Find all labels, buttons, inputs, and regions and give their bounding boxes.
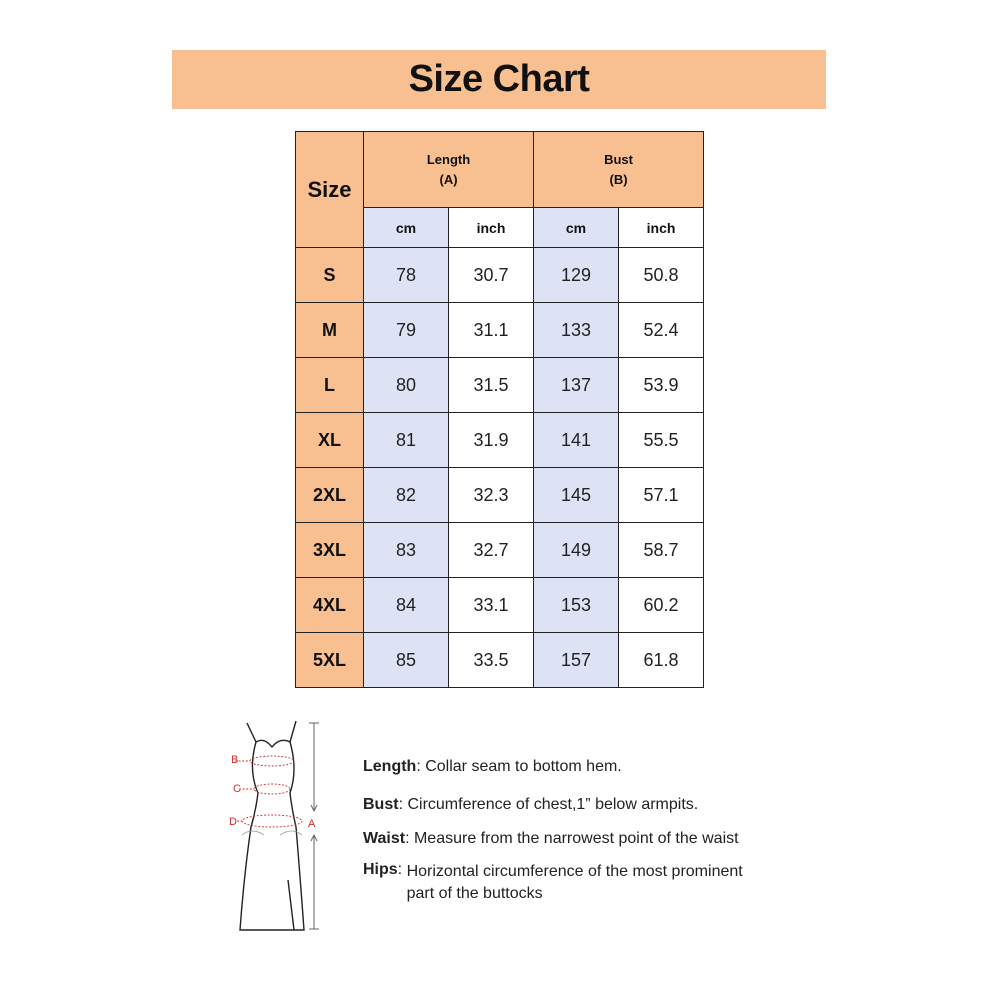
legend-desc-hips: Horizontal circumference of the most prominent part of the buttocks xyxy=(406,863,743,902)
marker-a-label: A xyxy=(308,818,316,830)
length-inch-value: 33.5 xyxy=(449,633,534,688)
table-row xyxy=(296,633,704,688)
legend-term-bust: Bust xyxy=(363,796,399,813)
bust-cm-value: 141 xyxy=(534,413,619,468)
length-group-header xyxy=(364,132,534,208)
size-label: S xyxy=(296,248,364,303)
legend-hips xyxy=(363,861,757,905)
bust-inch-value: 57.1 xyxy=(619,468,704,523)
unit-header-length-inch: inch xyxy=(449,208,534,248)
length-cm-value: 79 xyxy=(364,303,449,358)
legend-bust xyxy=(363,796,698,814)
bust-inch-value: 61.8 xyxy=(619,633,704,688)
legend-waist xyxy=(363,830,739,848)
marker-b-label: B xyxy=(231,754,239,766)
legend-desc-length: : Collar seam to bottom hem. xyxy=(416,758,622,775)
bust-cm-value: 137 xyxy=(534,358,619,413)
legend-term-length: Length xyxy=(363,758,417,775)
bust-inch-value: 50.8 xyxy=(619,248,704,303)
page-title: Size Chart xyxy=(408,58,590,100)
bust-cm-value: 133 xyxy=(534,303,619,358)
size-label: XL xyxy=(296,413,364,468)
size-label: M xyxy=(296,303,364,358)
measurement-lines xyxy=(235,756,302,827)
size-label: L xyxy=(296,358,364,413)
marker-d-label: D xyxy=(229,816,237,828)
size-label: 4XL xyxy=(296,578,364,633)
length-inch-value: 33.1 xyxy=(449,578,534,633)
length-inch-value: 32.7 xyxy=(449,523,534,578)
legend-term-hips: Hips xyxy=(363,861,398,878)
dress-outline xyxy=(240,721,304,930)
marker-c-label: C xyxy=(233,783,241,795)
size-label: 3XL xyxy=(296,523,364,578)
size-label: 5XL xyxy=(296,633,364,688)
length-cm-value: 83 xyxy=(364,523,449,578)
bust-inch-value: 58.7 xyxy=(619,523,704,578)
length-inch-value: 31.5 xyxy=(449,358,534,413)
length-cm-value: 84 xyxy=(364,578,449,633)
legend-desc-bust: : Circumference of chest,1” below armpits. xyxy=(398,796,699,813)
bust-inch-value: 52.4 xyxy=(619,303,704,358)
bust-cm-value: 149 xyxy=(534,523,619,578)
table-row xyxy=(296,413,704,468)
table-row xyxy=(296,578,704,633)
bust-cm-value: 129 xyxy=(534,248,619,303)
legend-term-waist: Waist xyxy=(363,830,406,847)
table-row xyxy=(296,468,704,523)
bust-cm-value: 153 xyxy=(534,578,619,633)
bust-header-name: Bust xyxy=(604,151,633,167)
bust-cm-value: 145 xyxy=(534,468,619,523)
length-cm-value: 85 xyxy=(364,633,449,688)
unit-header-length-cm: cm xyxy=(364,208,449,248)
length-cm-value: 78 xyxy=(364,248,449,303)
bust-inch-value: 60.2 xyxy=(619,578,704,633)
size-label: 2XL xyxy=(296,468,364,523)
table-row xyxy=(296,248,704,303)
title-banner xyxy=(172,50,826,109)
length-inch-value: 32.3 xyxy=(449,468,534,523)
length-header-name: Length xyxy=(426,151,471,167)
length-inch-value: 31.1 xyxy=(449,303,534,358)
length-header-code: (A) xyxy=(439,171,458,187)
table-row xyxy=(296,303,704,358)
size-table xyxy=(295,131,704,688)
dress-measurement-diagram xyxy=(222,715,334,940)
length-inch-value: 30.7 xyxy=(449,248,534,303)
legend-length xyxy=(363,758,622,776)
bust-inch-value: 53.9 xyxy=(619,358,704,413)
size-column-header: Size xyxy=(296,132,364,248)
unit-header-bust-cm: cm xyxy=(534,208,619,248)
legend-desc-hips-sep: : xyxy=(397,861,407,878)
table-row xyxy=(296,358,704,413)
bust-inch-value: 55.5 xyxy=(619,413,704,468)
bust-cm-value: 157 xyxy=(534,633,619,688)
unit-header-bust-inch: inch xyxy=(619,208,704,248)
legend-desc-waist: : Measure from the narrowest point of the waist xyxy=(405,830,739,847)
bust-header-code: (B) xyxy=(609,171,628,187)
table-row xyxy=(296,523,704,578)
length-inch-value: 31.9 xyxy=(449,413,534,468)
length-cm-value: 80 xyxy=(364,358,449,413)
length-cm-value: 82 xyxy=(364,468,449,523)
length-cm-value: 81 xyxy=(364,413,449,468)
bust-group-header xyxy=(534,132,704,208)
